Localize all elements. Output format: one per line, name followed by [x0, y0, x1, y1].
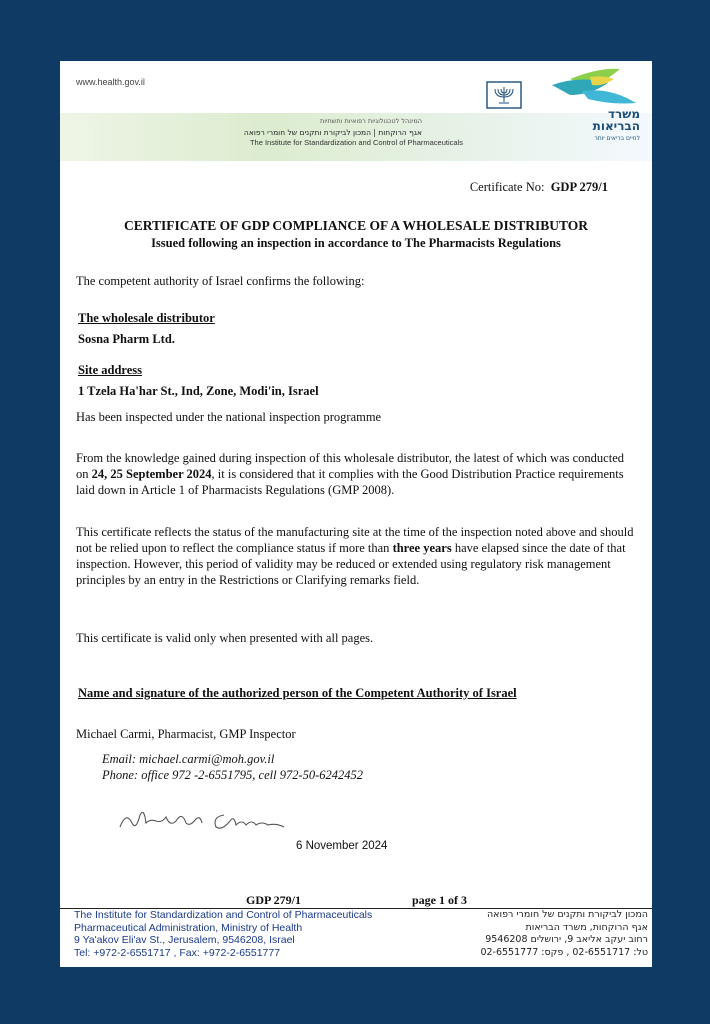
inspection-text: Has been inspected under the national inspection programme	[76, 410, 382, 424]
site-heading: Site address	[78, 363, 143, 377]
distributor-heading: The wholesale distributor	[78, 311, 215, 325]
footer-ref: GDP 279/1	[246, 893, 302, 907]
footer-english-address: The Institute for Standardization and Control of Pharmaceuticals Pharmaceutical Administration, Ministry of Health 9 Ya'akov Eli'av St., Jerusalem, 9546208, Israel Tel: +972-2-6551717 , Fax: +972-2-6551777	[74, 909, 373, 959]
header-hebrew-line1: המינהל לטכנולוגיות רפואיות ותשתיות	[320, 117, 422, 125]
header-english-line: The Institute for Standardization and Control of Pharmaceuticals	[249, 138, 463, 147]
certificate-title: CERTIFICATE OF GDP COMPLIANCE OF A WHOLESALE DISTRIBUTOR	[124, 218, 588, 233]
distributor-name: Sosna Pharm Ltd.	[78, 332, 175, 346]
certificate-number-label: Certificate No:	[469, 180, 545, 194]
footer-hebrew-address: המכון לביקורת ותקנים של חומרי רפואה אגף הרוקחות, משרד הבריאות רחוב יעקב אליאב 9, ירושלים 9546208 טל: 02-6551717 , פקס: 02-6551777	[480, 909, 648, 958]
header-url[interactable]: www.health.gov.il	[76, 77, 145, 87]
certificate-page	[60, 61, 652, 967]
validity-paragraph: This certificate reflects the status of the manufacturing site at the time of the inspection noted above and should not be relied upon to reflect the compliance status if more than three years have elapsed since the date of that inspection. However, this period of validity may be reduced or extended using regulatory risk management principles by an entry in the Restrictions or Clarifying remarks field.	[76, 525, 634, 587]
certificate-subtitle: Issued following an inspection in accordance to The Pharmacists Regulations	[151, 236, 561, 250]
site-address: 1 Tzela Ha'har St., Ind, Zone, Modi'in, Israel	[78, 384, 319, 398]
inspector-phone: Phone: office 972 -2-6551795, cell 972-50-6242452	[102, 768, 364, 782]
certificate-number-value: GDP 279/1	[550, 180, 608, 194]
inspector-email[interactable]: Email: michael.carmi@moh.gov.il	[102, 752, 275, 766]
knowledge-paragraph: From the knowledge gained during inspection of this wholesale distributor, the latest of which was conducted on 24, 25 September 2024, it is considered that it complies with the Good Distribution Practice requirements laid down in Article 1 of Pharmacists Regulations (GMP 2008).	[76, 451, 624, 497]
ministry-logo-tagline: לחיים בריאים יותר	[594, 135, 640, 142]
certificate-number	[470, 180, 608, 195]
intro-text: The competent authority of Israel confirms the following:	[76, 274, 365, 288]
menorah-emblem-icon	[486, 81, 522, 109]
signature-heading: Name and signature of the authorized person of the Competent Authority of Israel	[78, 686, 517, 700]
all-pages-note: This certificate is valid only when presented with all pages.	[76, 631, 374, 645]
inspector-name: Michael Carmi, Pharmacist, GMP Inspector	[76, 727, 296, 741]
handwritten-signature-icon	[116, 801, 306, 835]
footer-page-number: page 1 of 3	[412, 893, 467, 907]
issue-date: 6 November 2024	[296, 840, 388, 852]
ministry-logo-text: משרד הבריאות	[592, 107, 640, 133]
validity-period: three years	[392, 541, 452, 555]
inspection-date: 24, 25 September 2024	[91, 467, 212, 481]
header-hebrew-line2: אגף הרוקחות | המכון לביקורת ותקנים של חומרי רפואה	[243, 128, 422, 137]
